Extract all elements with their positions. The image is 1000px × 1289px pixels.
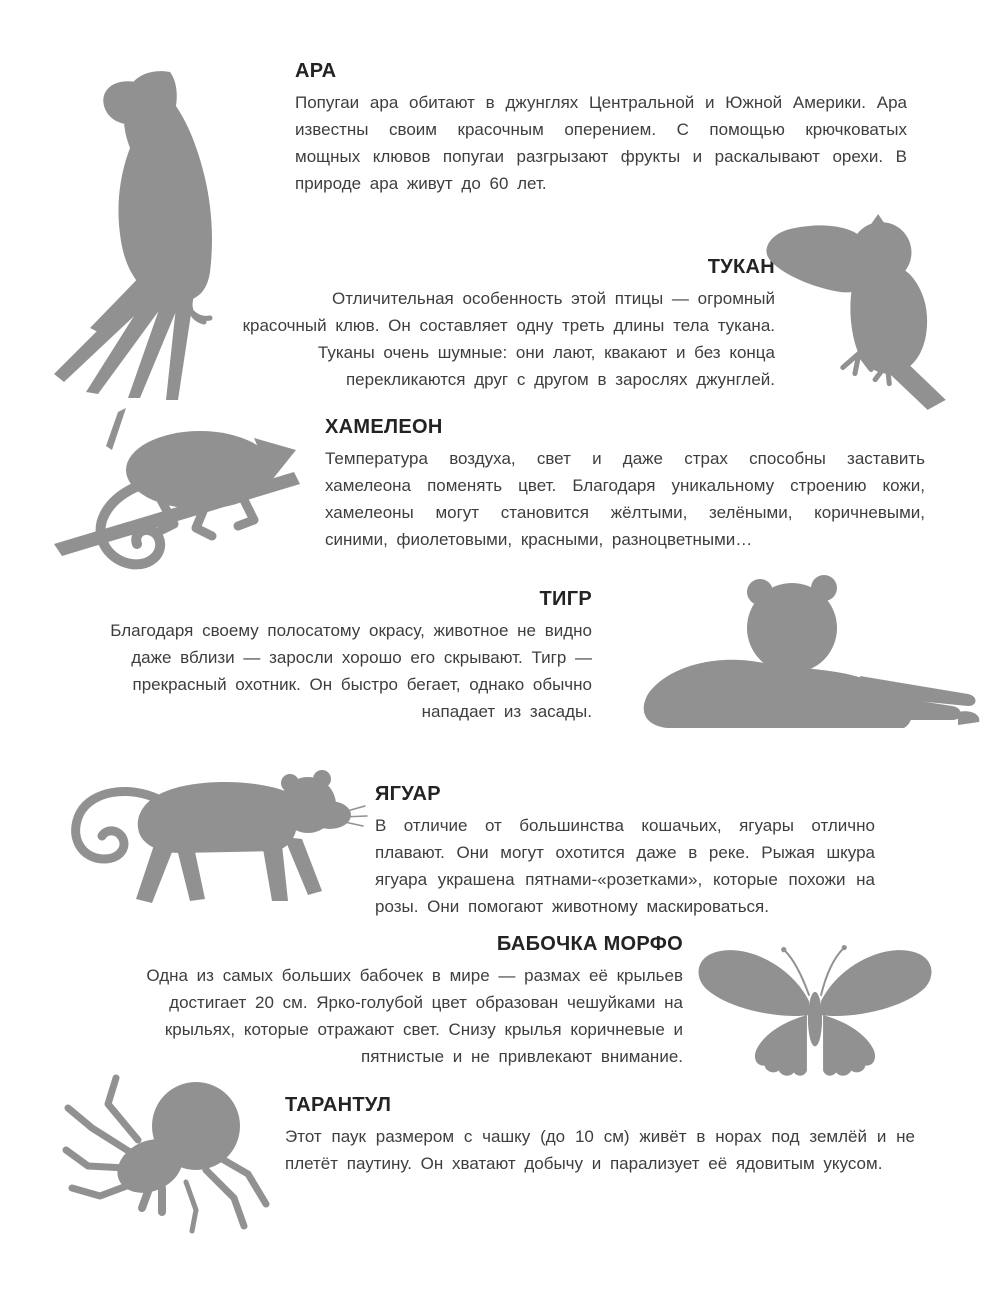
morpho-butterfly-silhouette-icon <box>688 926 942 1078</box>
section-title-tukan: ТУКАН <box>707 256 775 278</box>
section-text-ara: Попугаи ара обитают в джунглях Центральной и Южной Америки. Ара известны своим красочным оперением. С помощью крючковатых мощных клювов попугаи разгрызают фрукты и раскалывают орехи. В природе ара живут до 60 лет. <box>295 93 907 193</box>
section-text-yaguar: В отличие от большинства кошачьих, ягуары отлично плавают. Они могут охотится даже в реке. Рыжая шкура ягуара украшена пятнами-«розетками», которые похожи на розы. Они помогают животному маскироваться. <box>375 816 875 916</box>
section-title-yaguar: ЯГУАР <box>375 783 441 805</box>
section-text-tarantul: Этот паук размером с чашку (до 10 см) живёт в норах под землёй и не плетёт паутину. Он хватают добычу и парализует её ядовитым укусом. <box>285 1127 915 1173</box>
section-title-khameleon: ХАМЕЛЕОН <box>325 416 443 438</box>
section-title-tigr: ТИГР <box>539 588 592 610</box>
tarantula-silhouette-icon <box>58 1074 276 1234</box>
section-yaguar <box>375 783 875 920</box>
section-text-babochka: Одна из самых больших бабочек в мире — размах её крыльев достигает 20 см. Ярко-голубой цвет образован чешуйками на крыльях, которые отражают свет. Снизу крылья коричневые и пятнистые и не привлекают внимание. <box>146 966 683 1066</box>
section-tigr <box>66 588 592 725</box>
section-tarantul <box>285 1094 915 1177</box>
section-text-tigr: Благодаря своему полосатому окрасу, животное не видно даже вблизи — заросли хорошо его скрывают. Тигр — прекрасный охотник. Он быстро бегает, однако обычно нападает из засады. <box>110 621 592 721</box>
chameleon-silhouette-icon <box>48 408 308 583</box>
section-tukan <box>240 256 775 393</box>
jaguar-silhouette-icon <box>40 753 370 913</box>
tiger-silhouette-icon <box>608 570 992 735</box>
section-babochka <box>95 933 683 1070</box>
section-text-tukan: Отличительная особенность этой птицы — огромный красочный клюв. Он составляет одну треть длины тела тукана. Туканы очень шумные: они лают, квакают и без конца перекликаются друг с другом в зарослях джунглей. <box>242 289 775 389</box>
section-text-khameleon: Температура воздуха, свет и даже страх способны заставить хамелеона поменять цвет. Благодаря уникальному строению кожи, хамелеоны могут становится жёлтыми, зелёными, коричневыми, синими, фиолетовыми, красными, разноцветными… <box>325 449 925 549</box>
section-khameleon <box>325 416 925 553</box>
section-ara <box>295 60 907 197</box>
section-title-babochka: БАБОЧКА МОРФО <box>496 933 683 955</box>
section-title-ara: АРА <box>295 60 337 82</box>
section-title-tarantul: ТАРАНТУЛ <box>285 1094 392 1116</box>
toucan-silhouette-icon <box>758 214 968 414</box>
